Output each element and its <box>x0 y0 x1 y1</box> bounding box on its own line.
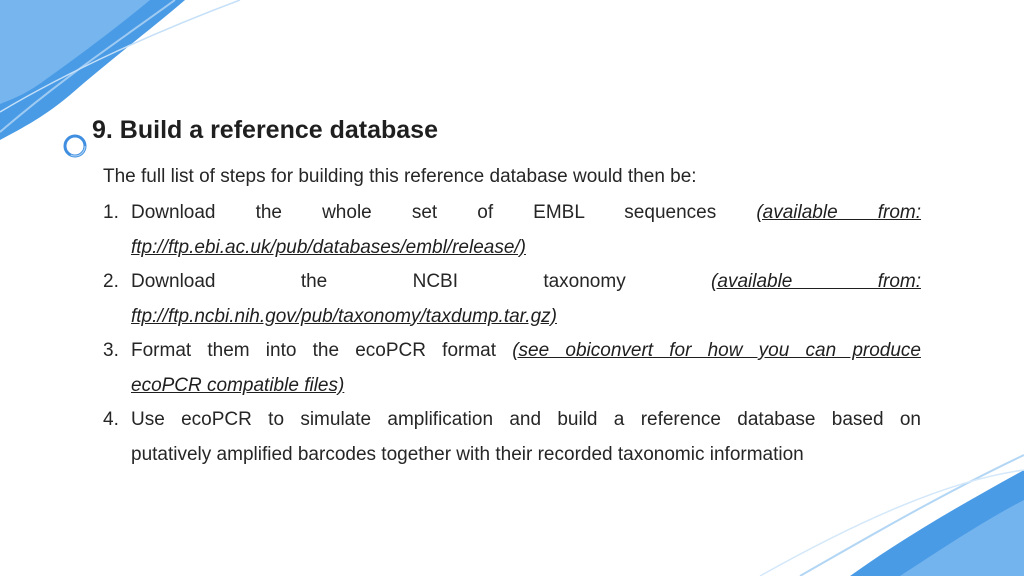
list-item <box>103 265 921 334</box>
step-link-url[interactable]: ftp://ftp.ebi.ac.uk/pub/databases/embl/release/) <box>131 236 527 258</box>
intro-text: The full list of steps for building this reference database would then be: <box>103 166 697 187</box>
step-link[interactable]: (available from: <box>711 271 921 292</box>
step-text-continued: putatively amplified barcodes together with their recorded taxonomic information <box>131 443 804 465</box>
title-ring-icon <box>63 134 87 158</box>
page-title: 9. Build a reference database <box>92 116 438 144</box>
step-link-url[interactable]: ecoPCR compatible files) <box>131 374 345 396</box>
step-text: Download the whole set of EMBL sequences <box>131 202 717 223</box>
step-link[interactable]: (available from: <box>756 202 922 223</box>
step-number: 3. <box>103 340 119 361</box>
step-number: 4. <box>103 409 119 430</box>
step-text: Format them into the ecoPCR format <box>131 340 497 361</box>
step-link[interactable]: (see obiconvert for how you can produce <box>512 340 921 361</box>
list-item <box>103 403 921 472</box>
list-item <box>103 196 921 265</box>
steps-list <box>103 196 921 472</box>
step-number: 1. <box>103 202 119 223</box>
step-text: Download the NCBI taxonomy <box>131 271 626 292</box>
list-item <box>103 334 921 403</box>
step-number: 2. <box>103 271 119 292</box>
step-text: Use ecoPCR to simulate amplification and build a reference database based on <box>131 409 921 430</box>
step-link-url[interactable]: ftp://ftp.ncbi.nih.gov/pub/taxonomy/taxdump.tar.gz) <box>131 305 557 327</box>
